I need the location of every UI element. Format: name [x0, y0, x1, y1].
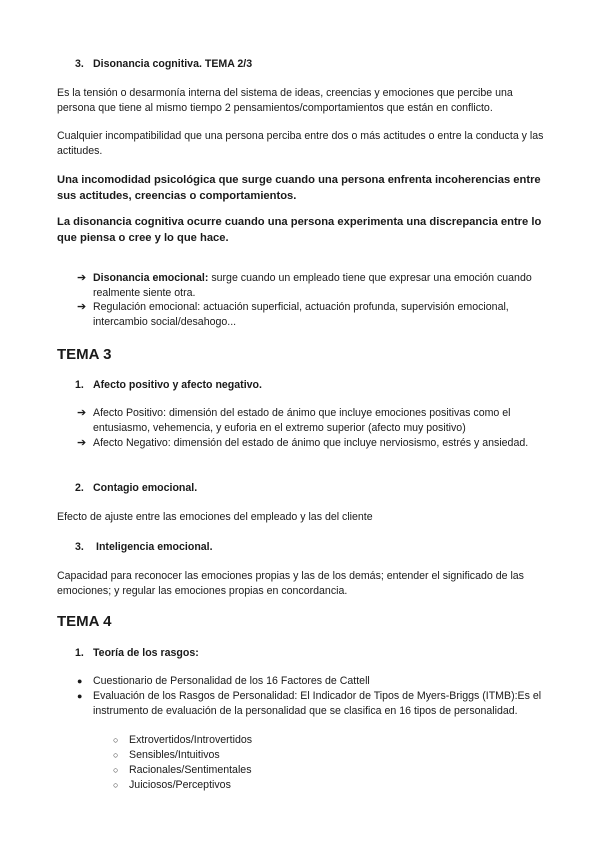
- heading-text: Teoría de los rasgos:: [93, 647, 199, 659]
- heading-text: Afecto positivo y afecto negativo.: [93, 379, 262, 391]
- paragraph-contagio: Efecto de ajuste entre las emociones del empleado y las del cliente: [57, 511, 373, 523]
- paragraph-tension: Es la tensión o desarmonía interna del sistema de ideas, creencias y emociones que percibe una persona que tiene al mismo tiempo 2 pensamientos/comportamientos que están en conflicto.: [57, 87, 513, 114]
- list-item-text: Afecto Negativo: dimensión del estado de ánimo que incluye nerviosismo, estrés y ansiedad.: [93, 437, 529, 449]
- sub-list-item: [113, 763, 252, 778]
- tema3-heading-afecto: [75, 378, 262, 393]
- arrow-icon: ➔: [77, 437, 87, 449]
- heading-text: Inteligencia emocional.: [96, 541, 213, 553]
- sub-list-item-text: Sensibles/Intuitivos: [129, 749, 220, 761]
- heading-text: Contagio emocional.: [93, 482, 198, 494]
- bullet-icon: ●: [77, 691, 83, 701]
- paragraph-incompatibilidad: Cualquier incompatibilidad que una persona perciba entre dos o más actitudes o entre la conducta y las actitudes.: [57, 130, 544, 157]
- tema3-title: TEMA 3: [57, 346, 112, 363]
- sub-list-item: [113, 748, 220, 763]
- term-text: Regulación emocional: actuación superficial, actuación profunda, supervisión emocional, intercambio social/desahogo...: [93, 301, 509, 328]
- tema4-heading-rasgos: [75, 646, 199, 661]
- paragraph-discrepancia: La disonancia cognitiva ocurre cuando una persona experimenta una discrepancia entre lo que piensa o cree y lo que hace.: [57, 216, 542, 244]
- section-heading-disonancia: [75, 57, 252, 72]
- heading-number: 3.: [75, 58, 84, 70]
- heading-number: 1.: [75, 647, 84, 659]
- term-label: Disonancia emocional:: [93, 272, 209, 284]
- heading-number: 3.: [75, 541, 84, 553]
- bullet-icon: ●: [77, 676, 83, 686]
- sub-list-item-text: Juiciosos/Perceptivos: [129, 779, 231, 791]
- tema4-title: TEMA 4: [57, 613, 112, 630]
- list-item: [77, 674, 547, 689]
- list-item-text: Cuestionario de Personalidad de los 16 Factores de Cattell: [93, 675, 370, 687]
- heading-number: 1.: [75, 379, 84, 391]
- tema3-heading-inteligencia: [75, 540, 213, 555]
- circle-bullet-icon: ○: [113, 735, 119, 745]
- arrow-icon: ➔: [77, 407, 87, 419]
- circle-bullet-icon: ○: [113, 765, 119, 775]
- list-item: [77, 406, 547, 436]
- paragraph-inteligencia: Capacidad para reconocer las emociones propias y las de los demás; entender el significado de las emociones; y regular las emociones propias en concordancia.: [57, 570, 524, 597]
- circle-bullet-icon: ○: [113, 750, 119, 760]
- paragraph-incomodidad: Una incomodidad psicológica que surge cuando una persona enfrenta incoherencias entre sus actitudes, creencias o comportamientos.: [57, 174, 541, 202]
- arrow-icon: ➔: [77, 301, 87, 313]
- list-item: [77, 689, 547, 719]
- list-item: [77, 271, 547, 301]
- list-item: [77, 300, 547, 330]
- term-text: surge cuando un empleado tiene que expresar una emoción cuando realmente siente otra.: [93, 272, 532, 299]
- list-item-text: Evaluación de los Rasgos de Personalidad: El Indicador de Tipos de Myers-Briggs (ITMB):Es el instrumento de evaluación de la personalidad que se clasifica en 16 tipos de personalidad.: [93, 690, 542, 717]
- sub-list-item: [113, 778, 231, 793]
- heading-number: 2.: [75, 482, 84, 494]
- arrow-icon: ➔: [77, 272, 87, 284]
- sub-list-item-text: Extrovertidos/Introvertidos: [129, 734, 253, 746]
- sub-list-item: [113, 733, 252, 748]
- sub-list-item-text: Racionales/Sentimentales: [129, 764, 252, 776]
- list-item-text: Afecto Positivo: dimensión del estado de ánimo que incluye emociones positivas como el entusiasmo, vehemencia, y euforia en el extremo superior (afecto muy positivo): [93, 407, 511, 434]
- list-item: [77, 436, 547, 451]
- heading-text: Disonancia cognitiva. TEMA 2/3: [93, 58, 253, 70]
- tema3-heading-contagio: [75, 481, 197, 496]
- circle-bullet-icon: ○: [113, 780, 119, 790]
